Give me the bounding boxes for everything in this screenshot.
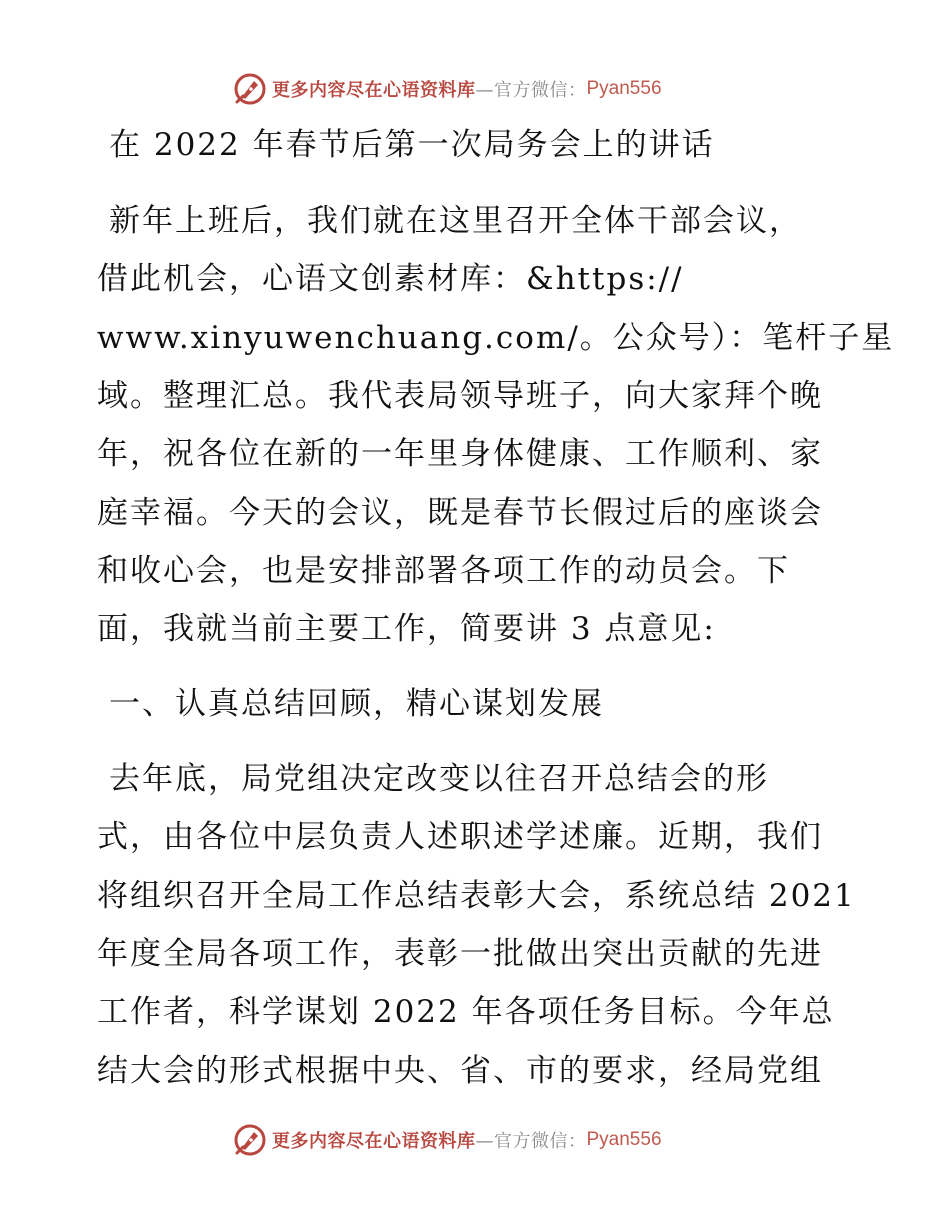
watermark-wechat-id: Pyan556 [586,1129,662,1150]
paragraph-line: 将组织召开全局工作总结表彰大会，系统总结 2021 [97,878,856,914]
footer-watermark [233,1123,662,1157]
pen-nib-icon [233,1123,267,1157]
section-heading: 一、认真总结回顾，精心谋划发展 [109,686,604,722]
watermark-separator-text: —官方微信： [475,80,587,101]
paragraph-line: 面，我就当前主要工作，简要讲 3 点意见: [97,611,716,647]
paragraph-line: www.xinyuwenchuang.com/。公众号）：笔杆子星 [97,320,895,356]
paragraph-line: 和收心会，也是安排部署各项工作的动员会。下 [97,553,790,589]
watermark-separator-text: —官方微信： [475,1131,587,1152]
paragraph-line: 式，由各位中层负责人述职述学述廉。近期，我们 [97,819,823,855]
paragraph-line: 工作者，科学谋划 2022 年各项任务目标。今年总 [97,994,835,1030]
paragraph-line: 结大会的形式根据中央、省、市的要求，经局党组 [97,1053,823,1089]
paragraph-line: 年度全局各项工作，表彰一批做出突出贡献的先进 [97,936,823,972]
pen-nib-icon [233,72,267,106]
paragraph-line: 新年上班后，我们就在这里召开全体干部会议， [109,203,802,239]
paragraph-line: 年，祝各位在新的一年里身体健康、工作顺利、家 [97,436,823,472]
paragraph-line: 域。整理汇总。我代表局领导班子，向大家拜个晚 [97,378,823,414]
paragraph-line: 借此机会，心语文创素材库：&https:// [97,261,684,297]
paragraph-line: 去年底，局党组决定改变以往召开总结会的形 [109,761,769,797]
watermark-brand-text: 更多内容尽在心语资料库 [272,1131,476,1152]
watermark-brand-text: 更多内容尽在心语资料库 [272,80,476,101]
document-title: 在 2022 年春节后第一次局务会上的讲话 [109,127,715,163]
paragraph-line: 庭幸福。今天的会议，既是春节长假过后的座谈会 [97,495,823,531]
header-watermark [233,72,662,106]
watermark-wechat-id: Pyan556 [586,78,662,99]
